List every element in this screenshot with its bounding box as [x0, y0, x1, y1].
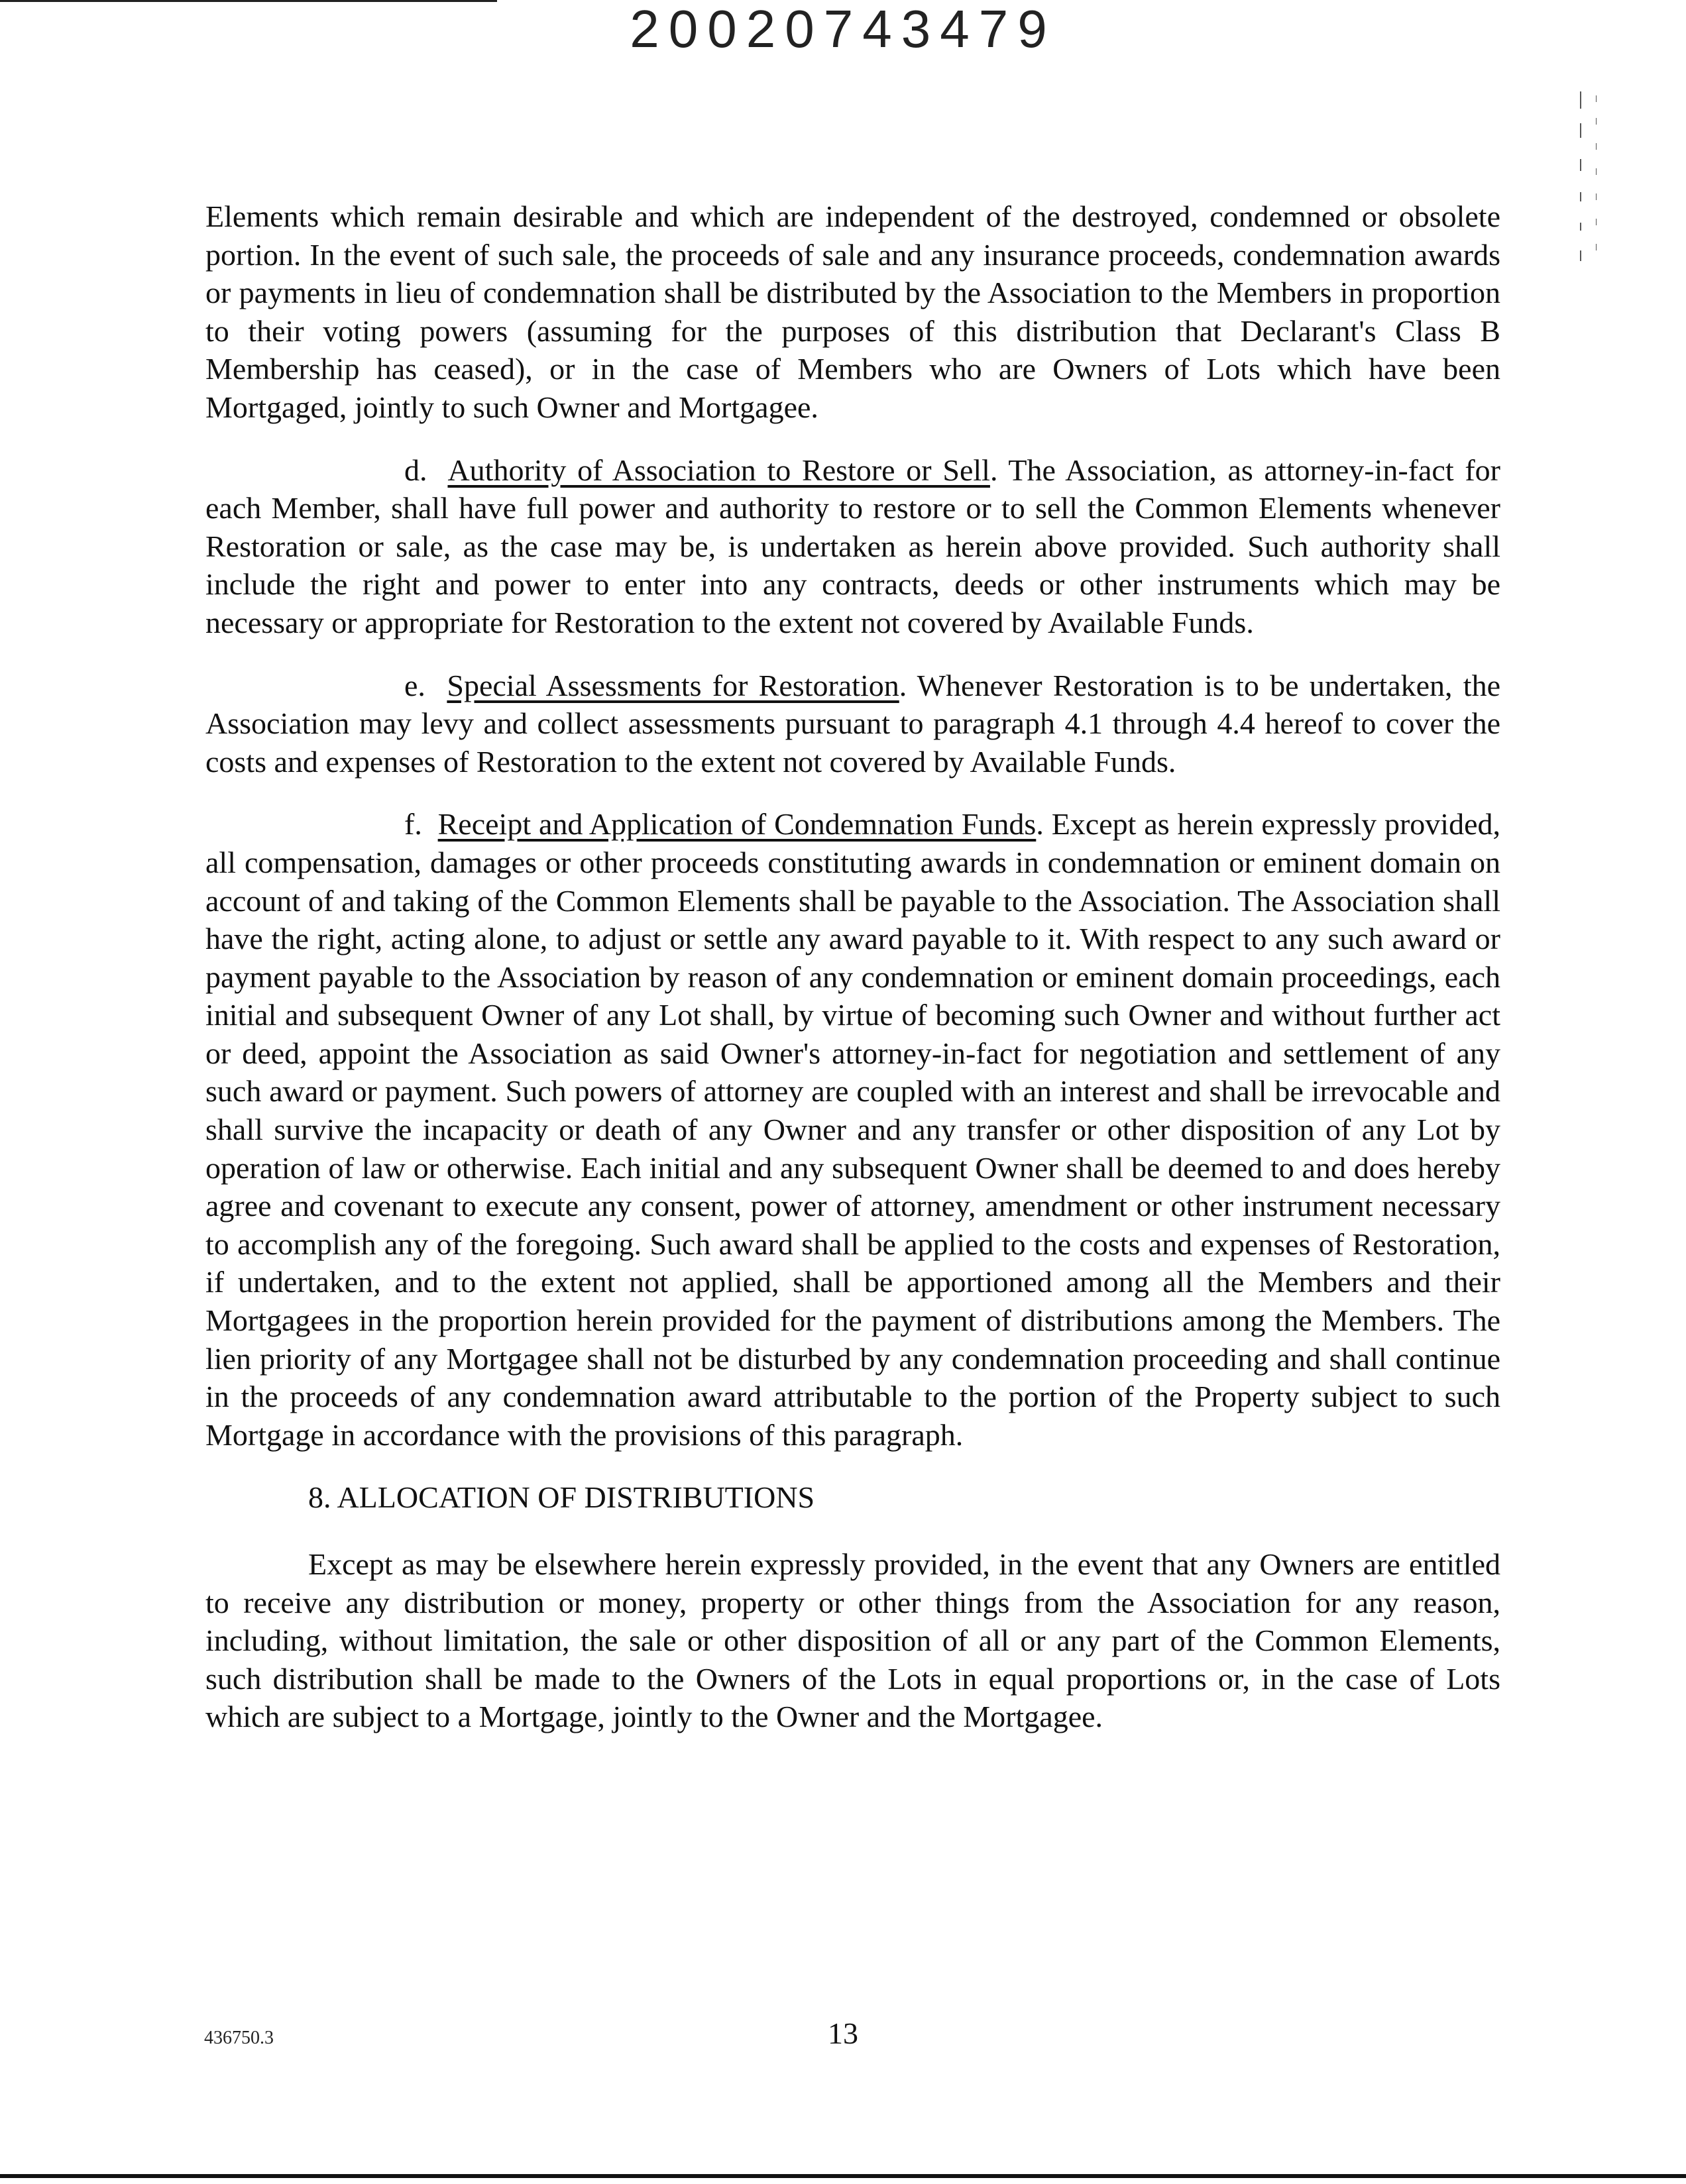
paragraph-e-marker: e. [404, 668, 425, 702]
paragraph-f-text: . Except as herein expressly provided, all compensation, damages or other proceeds constituting awards in condemnation or eminent domain on account of and taking of the Common Elements shall be payable to the Association. The Association shall have the right, acting alone, to adjust or settle any award payable to it. With respect to any such award or payment payable to the Association by reason of any condemnation or eminent domain proceedings, each initial and subsequent Owner of any Lot shall, by virtue of becoming such Owner and without further act or deed, appoint the Association as said Owner's attorney-in-fact for negotiation and settlement of any such award or payment. Such powers of attorney are coupled with an interest and shall be irrevocable and shall survive the incapacity or death of any Owner and any transfer or other disposition of any Lot by operation of law or otherwise. Each initial and any subsequent Owner shall be deemed to and does hereby agree and covenant to execute any consent, power of attorney, amendment or other instrument necessary to accomplish any of the foregoing. Such award shall be applied to the costs and expenses of Restoration, if undertaken, and to the extent not applied, shall be apportioned among all the Members and their Mortgagees in the proportion herein provided for the payment of distributions among the Members. The lien priority of any Mortgagee shall not be disturbed by any condemnation proceeding and shall continue in the proceeds of any condemnation award attributable to the portion of the Property subject to such Mortgage in accordance with the provisions of this paragraph. [205, 807, 1500, 1452]
footer-document-id: 436750.3 [204, 2028, 274, 2048]
paragraph-f [205, 805, 1500, 1454]
paragraph-d [205, 451, 1500, 642]
section-8-paragraph: Except as may be elsewhere herein expressly provided, in the event that any Owners are entitled to receive any distribution or money, property or other things from the Association for any reason, including, without limitation, the sale or other disposition of all or any part of the Common Elements, such distribution shall be made to the Owners of the Lots in equal proportions or, in the case of Lots which are subject to a Mortgage, jointly to the Owner and the Mortgagee. [205, 1547, 1500, 1734]
page-number: 13 [828, 2016, 858, 2050]
paragraph-c-continuation: Elements which remain desirable and which are independent of the destroyed, condemned or obsolete portion. In the event of such sale, the proceeds of sale and any insurance proceeds, condemnation awards or payments in lieu of condemnation shall be distributed by the Association to the Members in proportion to their voting powers (assuming for the purposes of this distribution that Declarant's Class B Membership has ceased), or in the case of Members who are Owners of Lots which have been Mortgaged, jointly to such Owner and Mortgagee. [205, 199, 1500, 424]
paragraph-f-heading: Receipt and Application of Condemnation Funds [437, 807, 1037, 842]
paragraph-d-text: . The Association, as attorney-in-fact for each Member, shall have full power and authority to restore or to sell the Common Elements whenever Restoration or sale, as the case may be, is undertaken as herein above provided. Such authority shall include the right and power to enter into any contracts, deeds or other instruments which may be necessary or appropriate for Restoration to the extent not covered by Available Funds. [205, 453, 1501, 639]
paragraph-f-marker: f. [404, 807, 422, 842]
paragraph-d-marker: d. [404, 453, 427, 487]
paragraph-e-heading: Special Assessments for Restoration [447, 668, 899, 702]
top-rule [0, 0, 497, 2]
paragraph-d-heading: Authority of Association to Restore or Sell [447, 453, 990, 487]
paragraph-e [205, 667, 1500, 781]
bottom-rule [0, 2174, 1686, 2178]
margin-scan-marks [1576, 86, 1616, 298]
document-body [205, 197, 1500, 1761]
section-8-heading: 8. ALLOCATION OF DISTRIBUTIONS [308, 1480, 815, 1515]
recording-number: 20020743479 [630, 0, 1056, 58]
paragraph-e-text: . Whenever Restoration is to be undertaken, the Association may levy and collect assessments pursuant to paragraph 4.1 through 4.4 hereof to cover the costs and expenses of Restoration to the extent not covered by Available Funds. [205, 668, 1500, 779]
